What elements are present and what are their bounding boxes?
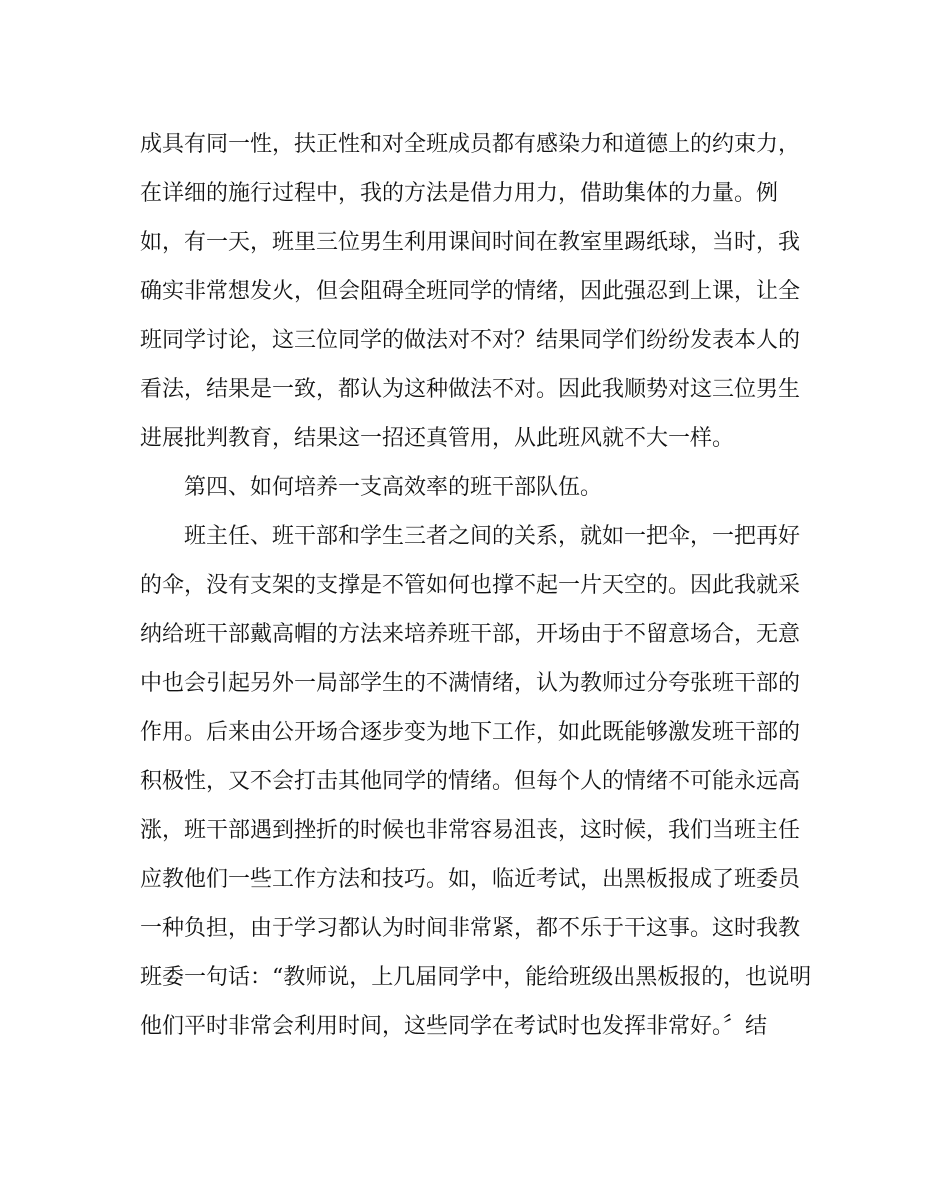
body-text-line: 班委一句话：“教师说，上几届同学中，能给班级出黑板报的，也说明 (140, 965, 812, 990)
body-text-line: 积极性，又不会打击其他同学的情绪。但每个人的情绪不可能永远高 (140, 769, 801, 794)
body-text-line: 应教他们一些工作方法和技巧。如，临近考试，出黑板报成了班委员 (140, 867, 801, 892)
body-text-line: 成具有同一性，扶正性和对全班成员都有感染力和道德上的约束力， (140, 132, 801, 157)
body-text-line: 作用。后来由公开场合逐步变为地下工作，如此既能够激发班干部的 (140, 720, 801, 745)
body-text-line: 一种负担，由于学习都认为时间非常紧，都不乐于干这事。这时我教 (140, 916, 801, 941)
body-text-line: 班同学讨论，这三位同学的做法对不对？结果同学们纷纷发表本人的 (140, 328, 801, 353)
body-text-line: 涨，班干部遇到挫折的时候也非常容易沮丧，这时候，我们当班主任 (140, 818, 801, 843)
body-text-line: 的伞，没有支架的支撑是不管如何也撑不起一片天空的。因此我就采 (140, 573, 801, 598)
paragraph-first-line: 班主任、班干部和学生三者之间的关系，就如一把伞，一把再好 (184, 524, 801, 549)
body-text-line: 看法，结果是一致，都认为这种做法不对。因此我顺势对这三位男生 (140, 377, 801, 402)
body-text-line: 纳给班干部戴高帽的方法来培养班干部，开场由于不留意场合，无意 (140, 622, 801, 647)
body-text-line: 中也会引起另外一局部学生的不满情绪，认为教师过分夸张班干部的 (140, 671, 801, 696)
body-text-line: 如，有一天，班里三位男生利用课间时间在教室里踢纸球，当时，我 (140, 230, 801, 255)
body-text-line: 在详细的施行过程中，我的方法是借力用力，借助集体的力量。例 (140, 181, 779, 206)
body-text-line: 他们平时非常会利用时间，这些同学在考试时也发挥非常好。〞结 (140, 1014, 768, 1039)
section-heading: 第四、如何培养一支高效率的班干部队伍。 (184, 475, 603, 500)
body-text-line: 进展批判教育，结果这一招还真管用，从此班风就不大一样。 (140, 426, 735, 451)
body-text-line: 确实非常想发火，但会阻碍全班同学的情绪，因此强忍到上课，让全 (140, 279, 801, 304)
